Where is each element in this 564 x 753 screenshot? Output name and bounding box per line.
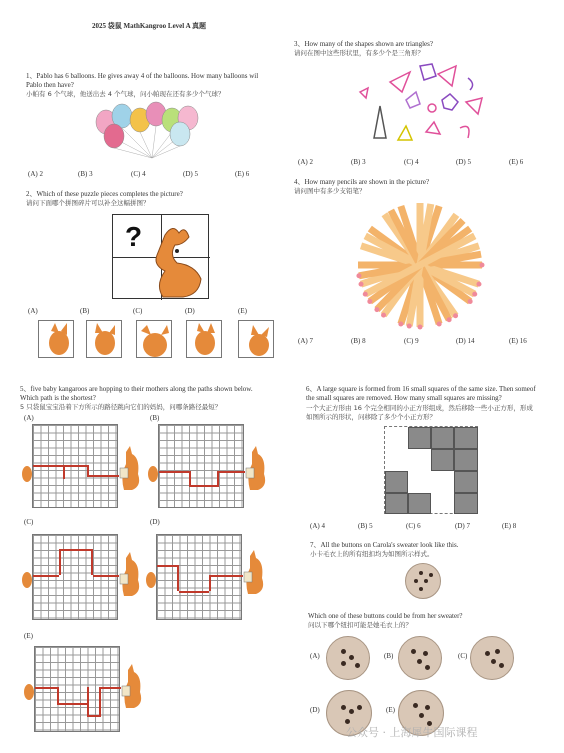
q5-text: 5、five baby kangaroos are hopping to their mothers along the paths shown below. [20,385,253,393]
q4-option-d[interactable]: (D) 14 [456,337,475,345]
pencil-eraser-icon [447,317,452,322]
q6-option-a[interactable]: (A) 4 [310,522,325,530]
q2-option-a[interactable]: (A) [28,307,38,315]
shapes-image [350,62,500,152]
mother-kangaroo-icon [244,446,270,492]
q2-option-e[interactable]: (E) [238,307,247,315]
q5-text-zh: 5 只袋鼠宝宝沿着下方所示的路径跳向它们的妈妈，问哪条路径最短？ [20,403,222,411]
balloon-string [140,132,152,158]
puzzle-piece-e[interactable] [238,320,274,358]
balloon-icon [170,122,190,146]
q7-text: 7、All the buttons on Carola's sweater look like this. [310,541,459,549]
mother-kangaroo-icon [242,550,268,596]
balloon-string [122,128,152,158]
missing-piece-mark: ? [125,221,143,252]
q5-label-a[interactable]: (A) [24,414,34,422]
q1-text-2: Pablo then have? [26,81,74,89]
path-grid-b[interactable] [158,424,244,508]
puzzle-piece-c[interactable] [136,320,172,358]
baby-kangaroo-icon [144,566,158,590]
q3-option-e[interactable]: (E) 6 [509,158,524,166]
q4-option-e[interactable]: (E) 16 [509,337,527,345]
pencil-eraser-icon [359,282,364,287]
pencil-eraser-icon [453,313,458,318]
q1-text-zh: 小帕有 6 个气球，他送出去 4 个气球，问小帕现在还有多少个气球？ [26,90,225,98]
q4-text-zh: 请问图中有多少支铅笔？ [294,187,366,195]
q2-text: 2、Which of these puzzle pieces completes the picture? [26,190,183,198]
path-grid-c[interactable] [32,534,118,620]
button-option-a-icon[interactable] [326,636,370,680]
mother-kangaroo-icon [118,552,144,598]
page-title: 2025 袋鼠 MathKangroo Level A 真题 [92,22,207,30]
q7-option-a[interactable]: (A) [310,652,320,660]
button-option-b-icon[interactable] [398,636,442,680]
q3-option-b[interactable]: (B) 3 [351,158,366,166]
pencil-eraser-icon [418,325,423,330]
q7-text-2: Which one of these buttons could be from her sweater? [308,612,463,620]
puzzle-picture [112,214,209,299]
q1-option-b[interactable]: (B) 3 [78,170,93,178]
q6-text-2: the small squares are removed. How many small squares are missing? [306,394,502,402]
pencil-eraser-icon [367,299,372,304]
q6-text-zh: 一个大正方形由 16 个完全相同的小正方形组成，然后移除一些小正方形，形成 [306,404,533,412]
pencil-eraser-icon [398,321,403,326]
pencil-eraser-icon [407,324,412,329]
q6-text-zh-2: 如图所示的形状，问移除了多少个小正方形？ [306,413,436,421]
q4-option-b[interactable]: (B) 8 [351,337,366,345]
mother-kangaroo-icon [118,446,144,492]
q5-text-2: Which path is the shortest? [20,394,96,402]
q6-option-d[interactable]: (D) 7 [455,522,470,530]
pencil-eraser-icon [480,263,485,268]
q1-option-d[interactable]: (D) 5 [183,170,198,178]
kangaroo-icon [113,215,210,300]
q6-option-b[interactable]: (B) 5 [358,522,373,530]
q3-option-c[interactable]: (C) 4 [404,158,419,166]
q5-label-c[interactable]: (C) [24,518,34,526]
q2-text-zh: 请问下面哪个拼图碎片可以补全这幅拼图？ [26,199,150,207]
q7-text-zh-2: 问以下哪个纽扣可能是她毛衣上的？ [308,621,412,629]
q5-label-e[interactable]: (E) [24,632,33,640]
squares-figure [384,426,478,514]
q2-option-b[interactable]: (B) [80,307,90,315]
baby-kangaroo-icon [20,566,34,590]
button-option-c-icon[interactable] [470,636,514,680]
reference-button-icon [405,563,441,599]
pencil-eraser-icon [472,292,477,297]
balloons-image [92,100,212,160]
q7-option-d[interactable]: (D) [310,706,320,714]
path-grid-e[interactable] [34,646,120,732]
q4-option-a[interactable]: (A) 7 [298,337,313,345]
balloon-icon [104,124,124,148]
pencil-eraser-icon [381,313,386,318]
q7-text-zh: 小卡毛衣上的所有纽扣均为如图所示样式。 [310,550,434,558]
pencil-eraser-icon [476,282,481,287]
q4-option-c[interactable]: (C) 9 [404,337,419,345]
q3-text-zh: 请问在图中这些形状里，有多少个是三角形？ [294,49,424,57]
q3-option-a[interactable]: (A) 2 [298,158,313,166]
path-grid-d[interactable] [156,534,242,620]
q5-label-d[interactable]: (D) [150,518,160,526]
q7-option-b[interactable]: (B) [384,652,394,660]
pencils-image [340,200,500,330]
puzzle-piece-d[interactable] [186,320,222,358]
q4-text: 4、How many pencils are shown in the picture? [294,178,430,186]
balloon-string [114,148,152,158]
q6-text: 6、A large square is formed from 16 small squares of the same size. Then someof [306,385,536,393]
pencil-eraser-icon [374,307,379,312]
q1-option-c[interactable]: (C) 4 [131,170,146,178]
q3-option-d[interactable]: (D) 5 [456,158,471,166]
pencil-eraser-icon [363,292,368,297]
q1-option-a[interactable]: (A) 2 [28,170,43,178]
pencil-eraser-icon [437,321,442,326]
q2-option-c[interactable]: (C) [133,307,143,315]
pencil-eraser-icon [468,299,473,304]
baby-kangaroo-icon [146,460,160,484]
puzzle-piece-a[interactable] [38,320,74,358]
pencil-eraser-icon [356,273,361,278]
q1-option-e[interactable]: (E) 6 [235,170,250,178]
q7-option-e[interactable]: (E) [386,706,395,714]
q6-option-c[interactable]: (C) 6 [406,522,421,530]
watermark: 公众号 · 上海犀牛国际课程 [346,726,478,739]
q2-option-d[interactable]: (D) [185,307,195,315]
balloon-string [152,146,180,158]
q6-option-e[interactable]: (E) 8 [502,522,517,530]
q1-text: 1、Pablo has 6 balloons. He gives away 4 of the balloons. How many balloons wil [26,72,259,80]
mother-kangaroo-icon [120,664,146,710]
q5-label-b[interactable]: (B) [150,414,160,422]
puzzle-piece-b[interactable] [86,320,122,358]
baby-kangaroo-icon [20,460,34,484]
q3-text: 3、How many of the shapes shown are triangles? [294,40,433,48]
balloon-string [152,126,156,158]
q7-option-c[interactable]: (C) [458,652,468,660]
path-grid-a[interactable] [32,424,118,508]
baby-kangaroo-icon [22,678,36,702]
